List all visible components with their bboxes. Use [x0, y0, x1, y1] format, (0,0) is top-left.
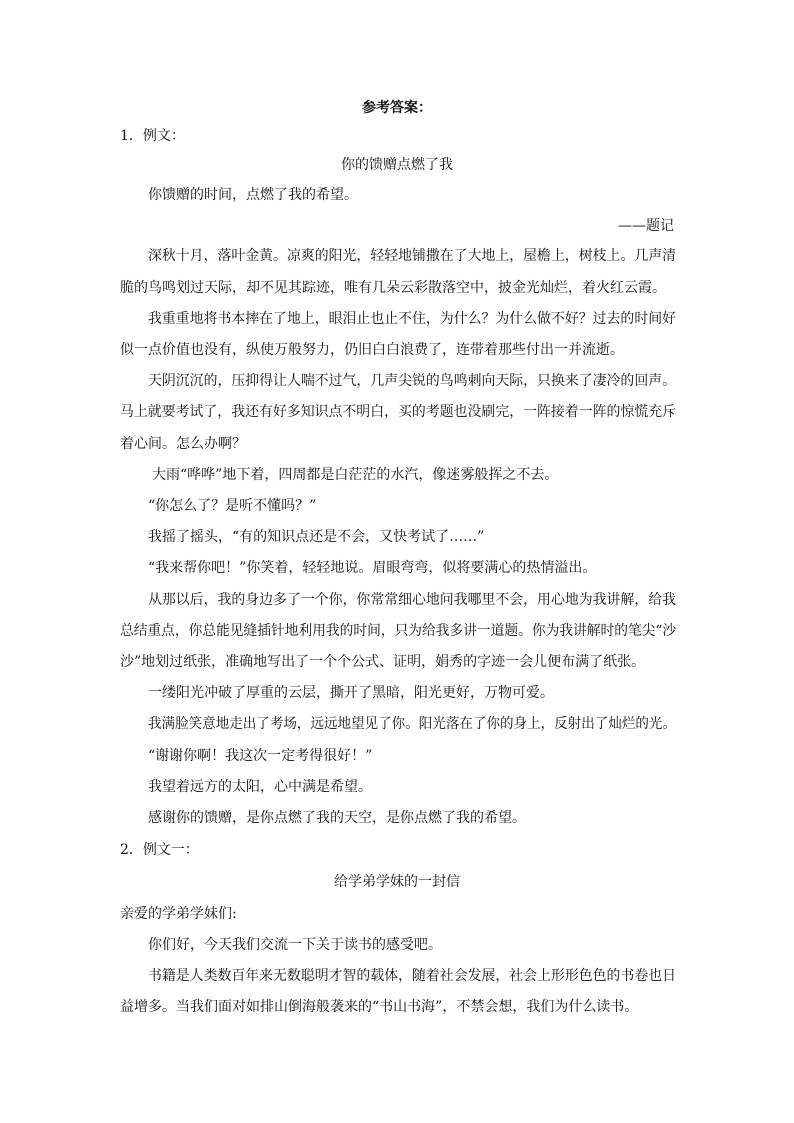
question-2-label: 2．例文一：	[120, 842, 199, 858]
essay-1-line: 我重重地将书本摔在了地上，眼泪止也止不住，为什么？为什么做不好？过去的时间好	[148, 311, 677, 327]
essay-1-line: 大雨“哗哗”地下着，四周都是白茫茫的水汽，像迷雾般挥之不去。	[152, 467, 559, 483]
essay-1-line: 我望着远方的太阳，心中满是希望。	[148, 779, 372, 795]
question-1-label: 1．例文：	[120, 128, 185, 144]
essay-1-line: 似一点价值也没有，纵使万般努力，仍旧白白浪费了，连带着那些付出一并流逝。	[120, 342, 624, 358]
essay-1-line: 一缕阳光冲破了厚重的云层，撕开了黑暗，阳光更好，万物可爱。	[148, 685, 554, 701]
essay-1-line: 感谢你的馈赠，是你点燃了我的天空，是你点燃了我的希望。	[148, 810, 526, 826]
essay-1-line: 我摇了摇头，“有的知识点还是不会，又快考试了……”	[148, 529, 485, 545]
essay-1-epigraph: 你馈赠的时间，点燃了我的希望。	[148, 187, 358, 203]
essay-1-line: 总结重点，你总能见缝插针地利用我的时间，只为给我多讲一道题。你为我讲解时的笔尖“沙	[120, 623, 677, 639]
essay-1-line: 深秋十月，落叶金黄。凉爽的阳光，轻轻地铺撒在了大地上，屋檐上，树枝上。几声清	[148, 248, 677, 264]
essay-1-line: “谢谢你啊！我这次一定考得很好！”	[148, 748, 373, 764]
essay-1-line: 我满脸笑意地走出了考场，远远地望见了你。阳光落在了你的身上，反射出了灿烂的光。	[148, 716, 676, 732]
essay-1-line: 脆的鸟鸣划过天际，却不见其踪迹，唯有几朵云彩散落空中，披金光灿烂，着火红云霞。	[120, 280, 666, 296]
essay-2-line: 书籍是人类数百年来无数聪明才智的载体，随着社会发展，社会上形形色色的书卷也日	[148, 968, 677, 984]
essay-1-line: 从那以后，我的身边多了一个你，你常常细心地问我哪里不会，用心地为我讲解，给我	[148, 592, 677, 608]
essay-1-line: “我来帮你吧！”你笑着，轻轻地说。眉眼弯弯，似将要满心的热情溢出。	[148, 560, 597, 576]
essay-1-line: 着心间。怎么办啊？	[120, 436, 246, 452]
essay-2-title: 给学弟学妹的一封信	[334, 874, 460, 890]
essay-2-line: 你们好，今天我们交流一下关于读书的感受吧。	[148, 937, 442, 953]
answer-heading: 参考答案：	[362, 100, 432, 116]
essay-1-line: 沙”地划过纸张，准确地写出了一个个公式、证明，娟秀的字迹一会儿便布满了纸张。	[120, 654, 646, 670]
essay-1-epigraph-attribution: ——题记	[618, 218, 674, 234]
essay-1-title: 你的馈赠点燃了我	[341, 157, 453, 173]
essay-2-salutation: 亲爱的学弟学妹们:	[120, 906, 237, 922]
essay-1-line: 天阴沉沉的，压抑得让人喘不过气，几声尖锐的鸟鸣刺向天际，只换来了凄冷的回声。	[148, 373, 677, 389]
essay-1-line: “你怎么了？是听不懂吗？”	[148, 498, 317, 514]
essay-1-line: 马上就要考试了，我还有好多知识点不明白，买的考题也没刷完，一阵接着一阵的惊慌充斥	[120, 404, 677, 420]
essay-2-line: 益增多。当我们面对如排山倒海般袭来的“书山书海”，不禁会想，我们为什么读书。	[120, 999, 639, 1015]
